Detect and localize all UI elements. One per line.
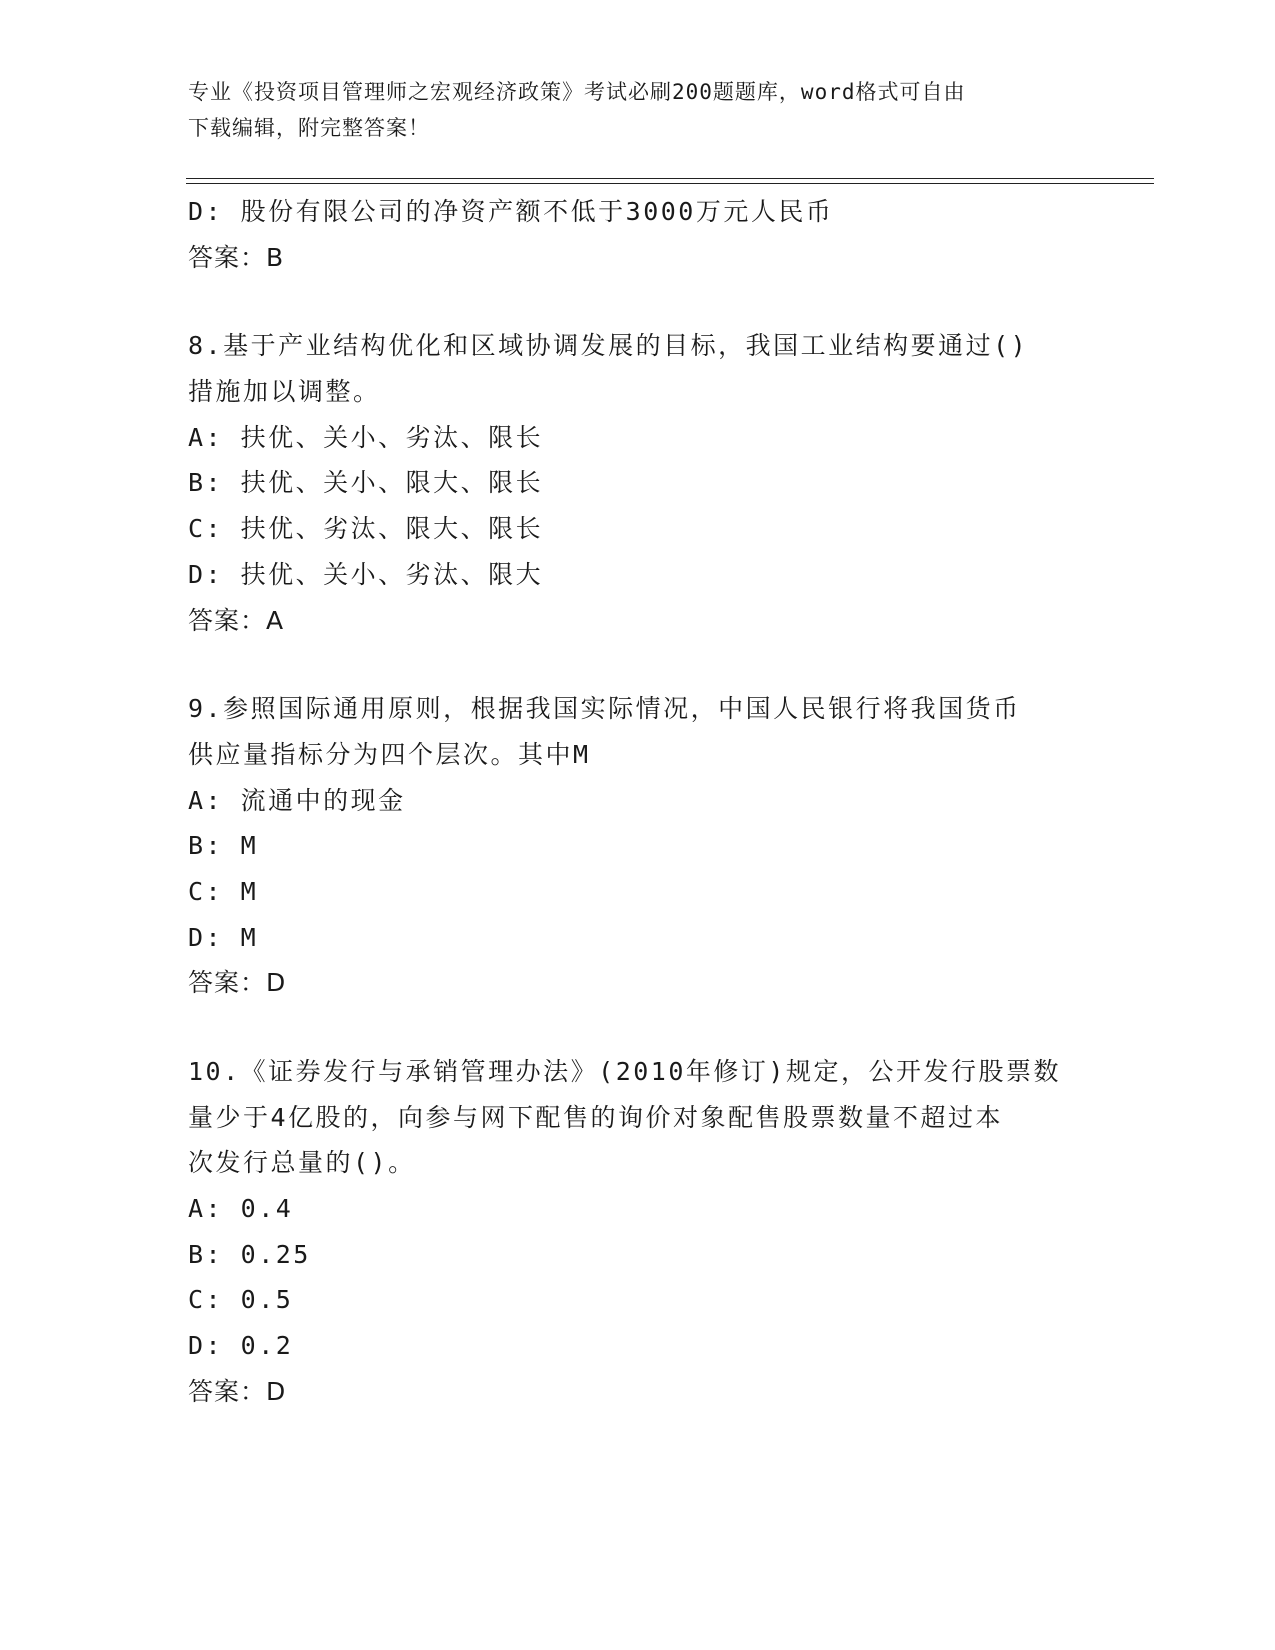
header-line-1: 专业《投资项目管理师之宏观经济政策》考试必刷200题题库，word格式可自由 [188,80,966,104]
q10-stem-line-1: 10.《证券发行与承销管理办法》(2010年修订)规定，公开发行股票数 [188,1057,1061,1086]
question-8 [188,323,1088,643]
document-header [188,74,1088,146]
q9-option-d: D: M [188,922,259,952]
q8-option-b: B: 扶优、关小、限大、限长 [188,468,544,498]
q10-stem-line-2: 量少于4亿股的，向参与网下配售的询价对象配售股票数量不超过本 [188,1102,1004,1132]
q9-answer: 答案：D [188,968,287,998]
q10-option-d: D: 0.2 [188,1331,294,1361]
q9-option-a: A: 流通中的现金 [188,785,406,815]
prev-option-d: D: 股份有限公司的净资产额不低于3000万元人民币 [188,197,834,226]
header-line-2: 下载编辑，附完整答案！ [188,116,430,140]
q10-stem-line-3: 次发行总量的()。 [188,1148,416,1178]
q10-option-c: C: 0.5 [188,1285,294,1315]
q10-answer: 答案：D [188,1376,287,1406]
q10-option-b: B: 0.25 [188,1239,311,1269]
q8-option-a: A: 扶优、关小、劣汰、限长 [188,422,544,452]
question-10 [188,1049,1088,1415]
q10-option-a: A: 0.4 [188,1194,294,1224]
prev-answer: 答案：B [188,242,285,272]
header-rule-top [186,178,1154,179]
q9-option-b: B: M [188,831,259,861]
q9-stem-line-1: 9.参照国际通用原则，根据我国实际情况，中国人民银行将我国货币 [188,694,1021,724]
header-rule-bottom [186,183,1154,184]
q8-stem-line-2: 措施加以调整。 [188,377,381,407]
spacer [188,1006,1088,1049]
q8-option-d: D: 扶优、关小、劣汰、限大 [188,559,544,589]
question-content [188,189,1088,1415]
q8-answer: 答案：A [188,605,285,635]
spacer [188,643,1088,686]
q8-option-c: C: 扶优、劣汰、限大、限长 [188,514,544,544]
q8-stem-line-1: 8.基于产业结构优化和区域协调发展的目标，我国工业结构要通过() [188,331,1029,361]
q9-stem-line-2: 供应量指标分为四个层次。其中M [188,739,591,769]
question-9 [188,686,1088,1006]
q9-option-c: C: M [188,876,259,906]
spacer [188,280,1088,323]
